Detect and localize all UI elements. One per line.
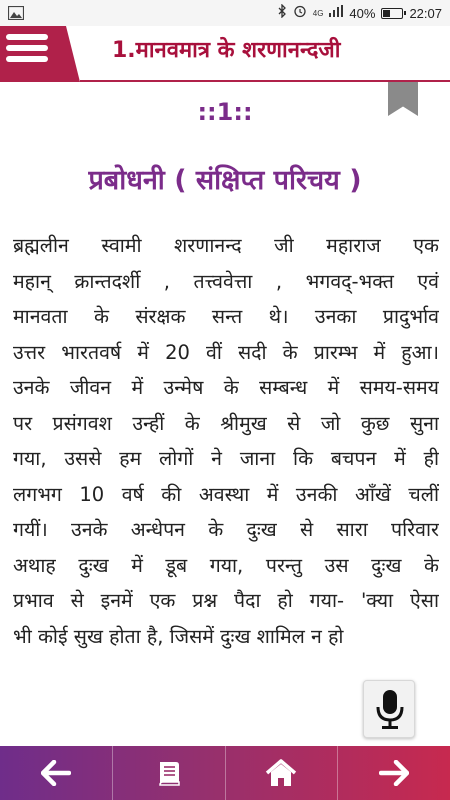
microphone-button[interactable]: [363, 680, 415, 738]
bottom-navigation: [0, 746, 450, 800]
index-button[interactable]: [113, 746, 226, 800]
text-line: लगभग 10 वर्ष की अवस्था में उनकी आँखें चलीं: [13, 482, 439, 506]
network-type: 4G: [312, 8, 324, 18]
reading-content[interactable]: [0, 82, 450, 746]
text-line: प्रभाव से इनमें एक प्रश्न पैदा हो गया- 'क्या ऐसा: [13, 589, 439, 612]
text-line: मानवता के संरक्षक सन्त थे। उनका प्रादुर्भाव: [13, 305, 439, 328]
hamburger-menu-icon[interactable]: [6, 34, 48, 74]
microphone-icon: [374, 689, 406, 731]
text-line: ब्रह्मलीन स्वामी शरणानन्द जी महाराज एक: [13, 234, 439, 257]
text-line: अथाह दुःख में डूब गया, परन्तु उस दुःख के: [13, 553, 439, 577]
arrow-right-icon: [379, 760, 409, 786]
app-header: [0, 26, 450, 82]
text-line: गयीं। उनके अन्धेपन के दुःख से सारा परिवार: [13, 518, 439, 541]
chapter-number: ::1::: [197, 98, 253, 126]
text-line: पर प्रसंगवश उन्हीं के श्रीमुख से जो कुछ सुना: [13, 411, 439, 435]
battery-icon: [381, 8, 403, 19]
text-line: उनके जीवन में उन्मेष के सम्बन्ध में समय-समय: [13, 376, 439, 399]
text-line: महान् क्रान्तदर्शी , तत्त्ववेत्ता , भगवद्-भक्त एवं: [13, 269, 439, 293]
book-icon: [154, 758, 184, 788]
chapter-title: प्रबोधनी ( संक्षिप्त परिचय ): [88, 165, 362, 196]
bluetooth-icon: [278, 4, 287, 22]
gallery-notification-icon: [8, 5, 24, 24]
signal-icon: [329, 5, 343, 21]
arrow-left-icon: [41, 760, 71, 786]
text-line: गया, उससे हम लोगों ने जाना कि बचपन में ही: [13, 447, 439, 470]
status-bar: [0, 0, 450, 26]
next-button[interactable]: [338, 746, 450, 800]
page-title: 1.मानवमात्र के शरणानन्दजी: [112, 38, 341, 63]
previous-button[interactable]: [0, 746, 113, 800]
text-line: भी कोई सुख होता है, जिसमें दुःख शामिल न हो: [13, 624, 344, 648]
alarm-icon: [293, 4, 307, 22]
text-line: उत्तर भारतवर्ष में 20 वीं सदी के प्रारम्भ में हुआ।: [13, 340, 439, 364]
battery-percent: 40%: [349, 5, 376, 21]
body-text: [13, 228, 439, 654]
home-icon: [265, 759, 297, 787]
clock: 22:07: [409, 5, 442, 21]
home-button[interactable]: [226, 746, 339, 800]
